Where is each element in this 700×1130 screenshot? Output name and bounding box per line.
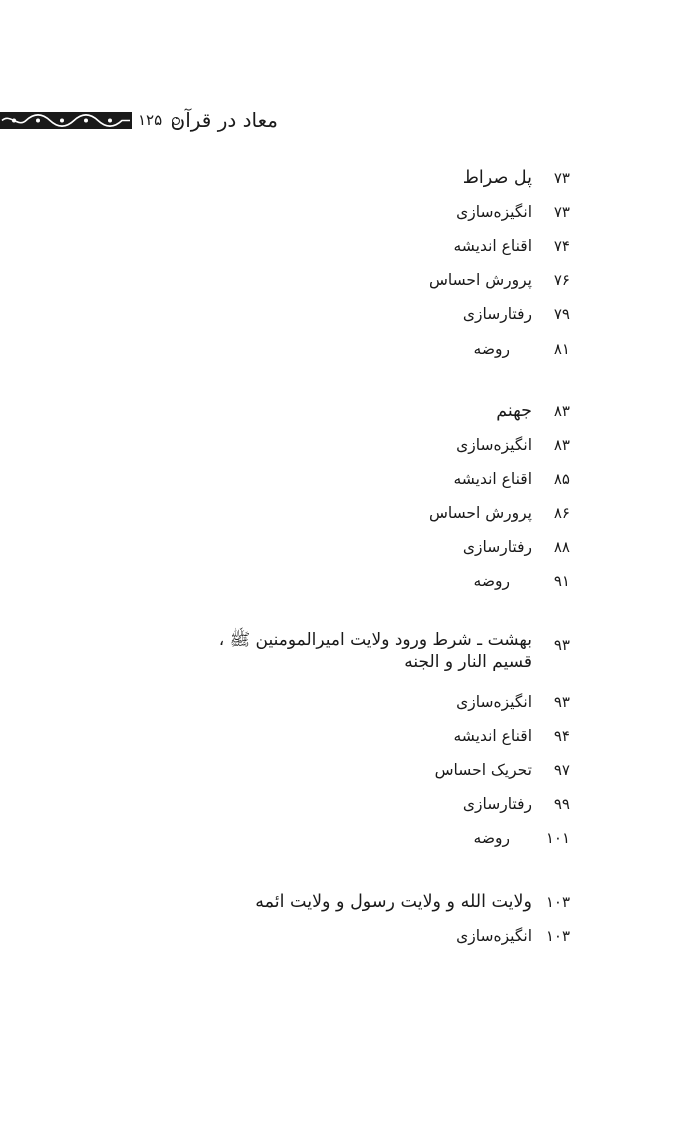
toc-entry-title: رفتارسازی xyxy=(462,305,532,323)
toc-row xyxy=(0,887,700,921)
toc-page-number: ۷۳ xyxy=(553,169,570,187)
toc-entry-title: روضه xyxy=(473,572,510,590)
toc-entry-title: انگیزه‌سازی xyxy=(456,693,532,711)
toc-row xyxy=(0,921,700,955)
toc-entry-title: تحریک احساس xyxy=(434,761,532,779)
toc-row xyxy=(0,163,700,197)
toc-row xyxy=(0,755,700,789)
toc-entry-title: اقناع اندیشه xyxy=(453,237,532,255)
toc-entry-title: ولایت الله و ولایت رسول و ولایت ائمه xyxy=(255,892,532,912)
toc-page-number: ۷۳ xyxy=(553,203,570,221)
toc-entry-title: رفتارسازی xyxy=(462,538,532,556)
toc-page-number: ۸۶ xyxy=(553,504,570,522)
toc-row xyxy=(0,197,700,231)
toc-page-number: ۷۶ xyxy=(553,271,570,289)
toc-page-number: ۱۰۳ xyxy=(545,893,570,911)
toc-entry-title: بهشت ـ شرط ورود ولایت امیرالمومنین ﷺ ، xyxy=(218,630,532,650)
toc-row xyxy=(0,630,700,682)
toc-page-number: ۸۳ xyxy=(553,402,570,420)
toc-row xyxy=(0,265,700,299)
toc-page-number: ۷۴ xyxy=(553,237,570,255)
toc-entry-title: جهنم xyxy=(496,401,532,421)
toc-entry-title: پرورش احساس xyxy=(428,504,532,522)
toc-row xyxy=(0,396,700,430)
toc-entry-title: اقناع اندیشه xyxy=(453,470,532,488)
toc-page-number: ۸۳ xyxy=(553,436,570,454)
running-title: معاد در قرآن xyxy=(170,108,278,132)
toc-page-number: ۹۳ xyxy=(553,636,570,654)
toc-page-number: ۹۳ xyxy=(553,693,570,711)
toc-row xyxy=(0,430,700,464)
toc-row xyxy=(0,334,700,368)
toc-row xyxy=(0,299,700,333)
toc-row xyxy=(0,498,700,532)
toc-entry-title: انگیزه‌سازی xyxy=(456,203,532,221)
toc-row xyxy=(0,231,700,265)
toc-entry-title: اقناع اندیشه xyxy=(453,727,532,745)
toc-page-number: ۹۹ xyxy=(553,795,570,813)
toc-entry-title: روضه xyxy=(473,340,510,358)
toc-row xyxy=(0,532,700,566)
toc-entry-title: انگیزه‌سازی xyxy=(456,927,532,945)
toc-page-number: ۸۵ xyxy=(553,470,570,488)
toc-row xyxy=(0,687,700,721)
toc-page-number: ۱۰۳ xyxy=(545,927,570,945)
toc-page-number: ۸۱ xyxy=(553,340,570,358)
toc-entry-title-line2: قسیم النار و الجنه xyxy=(404,652,532,672)
toc-row xyxy=(0,721,700,755)
toc-page-number: ۸۸ xyxy=(553,538,570,556)
toc-row xyxy=(0,789,700,823)
page-number: ۱۲۵ xyxy=(138,111,163,129)
toc-row xyxy=(0,566,700,600)
toc-entry-title: انگیزه‌سازی xyxy=(456,436,532,454)
toc-page-number: ۹۱ xyxy=(553,572,570,590)
toc-page-number: ۹۴ xyxy=(553,727,570,745)
toc-row xyxy=(0,823,700,857)
toc-row xyxy=(0,464,700,498)
toc-page-number: ۱۰۱ xyxy=(545,829,570,847)
toc-entry-title: پل صراط xyxy=(462,168,532,188)
toc-page-number: ۹۷ xyxy=(553,761,570,779)
toc-entry-title: پرورش احساس xyxy=(428,271,532,289)
toc-entry-title: روضه xyxy=(473,829,510,847)
toc-entry-title: رفتارسازی xyxy=(462,795,532,813)
toc-page-number: ۷۹ xyxy=(553,305,570,323)
